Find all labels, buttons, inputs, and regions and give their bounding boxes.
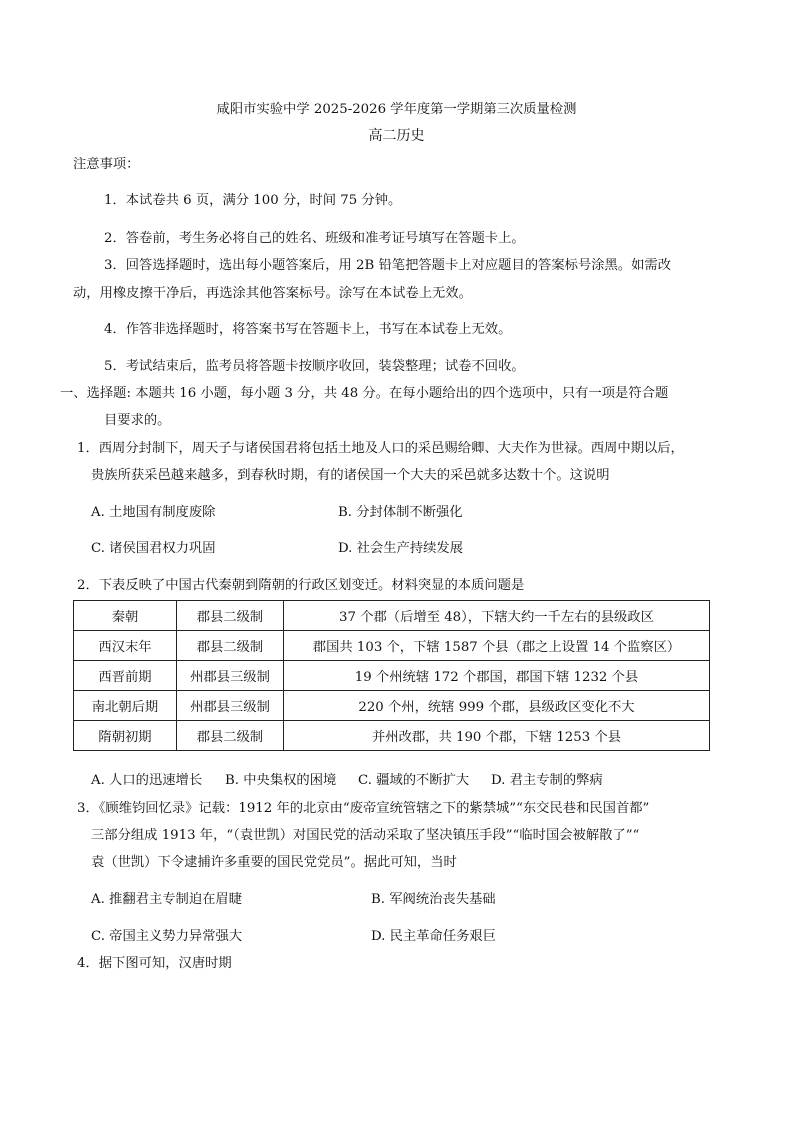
q2-option-c: C. 疆域的不断扩大 — [358, 773, 470, 788]
table-cell-detail: 220 个州，统辖 999 个郡，县级政区变化不大 — [284, 691, 710, 721]
notice-item-5: 5．考试结束后，监考员将答题卡按顺序收回，装袋整理；试卷不回收。 — [104, 359, 525, 374]
table-cell-detail: 37 个郡（后增至 48），下辖大约一千左右的县级政区 — [284, 601, 710, 631]
table-row — [74, 601, 710, 631]
table-row — [74, 721, 710, 751]
q3-option-b: B. 军阀统治丧失基础 — [371, 892, 496, 907]
q3-stem-line3: 袁（世凯）下令逮捕许多重要的国民党党员”。据此可知，当时 — [91, 855, 457, 870]
q3-stem-line1: 3．《顾维钧回忆录》记载：1912 年的北京由“废帝宣统管辖之下的紫禁城”“东交民巷和民国首都” — [77, 801, 650, 816]
q3-stem-line2: 三部分组成 1913 年，“（袁世凯）对国民党的活动采取了坚决镇压手段”“临时国会被解散了”“ — [91, 828, 640, 843]
notice-item-3: 3．回答选择题时，选出每小题答案后，用 2B 铅笔把答题卡上对应题目的答案标号涂黑。如需改 — [104, 258, 672, 273]
q2-admin-table — [73, 600, 710, 751]
exam-title: 咸阳市实验中学 2025-2026 学年度第一学期第三次质量检测 — [216, 102, 577, 117]
table-cell-system: 州郡县三级制 — [177, 691, 284, 721]
notice-heading: 注意事项： — [73, 157, 140, 172]
exam-subject: 高二历史 — [368, 128, 425, 144]
section-heading-cont: 目要求的。 — [104, 413, 171, 428]
q1-stem-line2: 贵族所获采邑越来越多，到春秋时期，有的诸侯国一个大夫的采邑就多达数十个。这说明 — [91, 468, 610, 483]
table-cell-system: 郡县二级制 — [177, 721, 284, 751]
q3-option-c: C. 帝国主义势力异常强大 — [91, 929, 243, 944]
table-cell-dynasty: 西汉末年 — [74, 631, 177, 661]
table-row — [74, 631, 710, 661]
q2-stem: 2．下表反映了中国古代秦朝到隋朝的行政区划变迁。材料突显的本质问题是 — [77, 578, 525, 593]
notice-item-3-cont: 动，用橡皮擦干净后，再选涂其他答案标号。涂写在本试卷上无效。 — [73, 286, 472, 301]
q2-option-a: A. 人口的迅速增长 — [91, 773, 203, 788]
q1-option-b: B. 分封体制不断强化 — [338, 505, 463, 520]
q1-option-c: C. 诸侯国君权力巩固 — [91, 541, 216, 556]
section-heading: 一、选择题: 本题共 16 小题，每小题 3 分，共 48 分。在每小题给出的四个选项中，只有一项是符合题 — [60, 386, 669, 401]
table-row — [74, 661, 710, 691]
q1-option-d: D. 社会生产持续发展 — [338, 541, 464, 556]
q3-option-d: D. 民主革命任务艰巨 — [371, 929, 497, 944]
table-cell-dynasty: 南北朝后期 — [74, 691, 177, 721]
table-cell-system: 州郡县三级制 — [177, 661, 284, 691]
q1-stem-line1: 1．西周分封制下，周天子与诸侯国君将包括土地及人口的采邑赐给卿、大夫作为世禄。西周中期以后， — [77, 441, 684, 456]
table-cell-dynasty: 秦朝 — [74, 601, 177, 631]
q4-stem: 4．据下图可知，汉唐时期 — [77, 956, 232, 971]
q2-option-b: B. 中央集权的困境 — [225, 773, 337, 788]
notice-item-2: 2．答卷前，考生务必将自己的姓名、班级和准考证号填写在答题卡上。 — [104, 231, 525, 246]
table-cell-dynasty: 隋朝初期 — [74, 721, 177, 751]
notice-item-4: 4．作答非选择题时，将答案书写在答题卡上，书写在本试卷上无效。 — [104, 322, 512, 337]
q2-option-d: D. 君主专制的弊病 — [491, 773, 603, 788]
table-cell-detail: 郡国共 103 个，下辖 1587 个县（郡之上设置 14 个监察区） — [284, 631, 710, 661]
notice-item-1: 1．本试卷共 6 页，满分 100 分，时间 75 分钟。 — [104, 193, 402, 208]
q1-option-a: A. 土地国有制度废除 — [91, 505, 216, 520]
table-cell-system: 郡县二级制 — [177, 601, 284, 631]
table-cell-detail: 并州改郡，共 190 个郡，下辖 1253 个县 — [284, 721, 710, 751]
table-cell-dynasty: 西晋前期 — [74, 661, 177, 691]
table-cell-detail: 19 个州统辖 172 个郡国，郡国下辖 1232 个县 — [284, 661, 710, 691]
table-row — [74, 691, 710, 721]
table-cell-system: 郡县二级制 — [177, 631, 284, 661]
q3-option-a: A. 推翻君主专制迫在眉睫 — [91, 892, 243, 907]
